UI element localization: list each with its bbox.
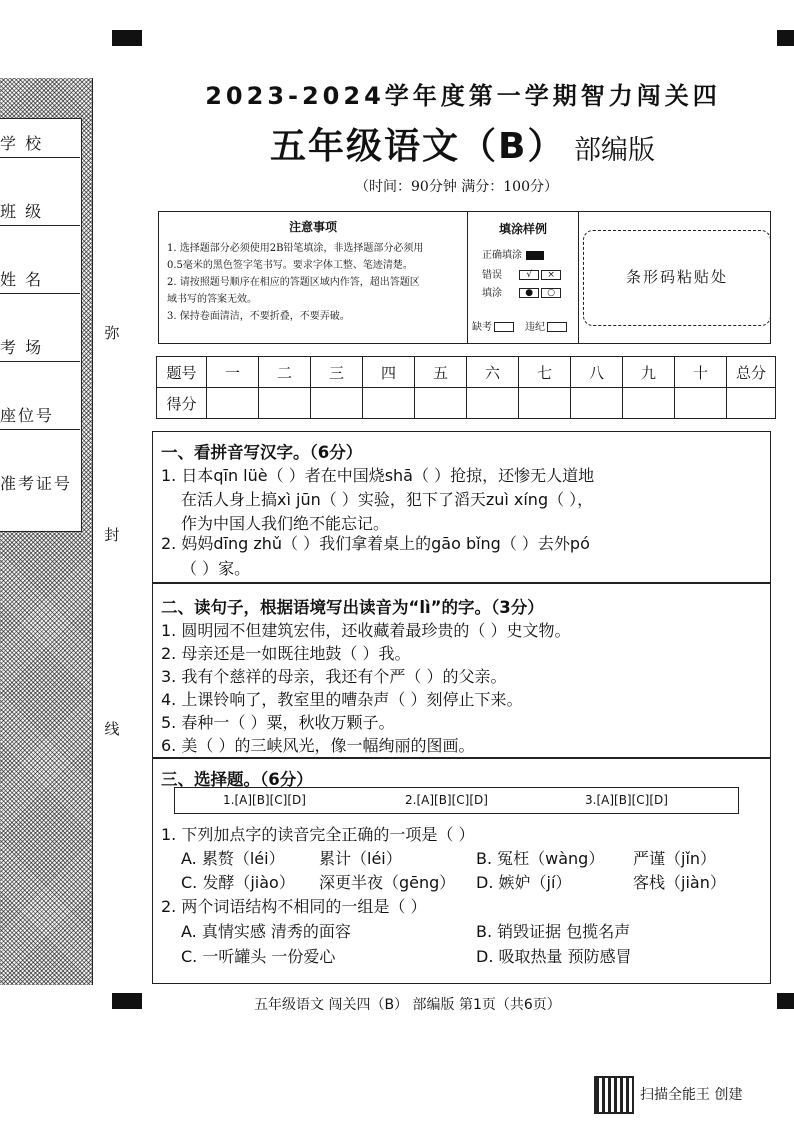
score-column-header: 一 [207,357,259,388]
absent-label: 缺考 [472,322,492,333]
score-column-header: 二 [259,357,311,388]
q1-option-b1: B. 冤枉（wàng） [476,849,605,868]
total-score-cell[interactable] [727,388,776,419]
violation-box [547,322,567,332]
choice-question-2: 2. 两个词语结构不相同的一组是（ ） [161,897,427,916]
school-field-line [0,157,80,158]
q1-option-b2: 严谨（jǐn） [633,849,717,868]
check-mark-sample: √ [519,270,539,280]
exam-series-title: 2023-2024学年度第一学期智力闯关四 [205,82,721,110]
edition-label: 部编版 [574,135,655,166]
student-info-panel [0,118,82,532]
seat-number-field-label: 座位号 [0,406,55,425]
section-1-line: 1. 日本qīn lüè（ ）者在中国烧shā（ ）抢掠，还惨无人道地 [161,466,595,485]
time-and-score-info: （时间：90分钟 满分：100分） [355,179,558,195]
exam-room-field-label: 考 场 [0,338,44,357]
section-2-line: 6. 美（ ）的三峡风光，像一幅绚丽的图画。 [161,736,475,755]
q1-option-d2: 客栈（jiàn） [633,873,726,892]
wrong-fill-label-2: 填涂 [482,288,502,299]
seal-char-2: 封 [104,526,120,544]
admission-number-field-label: 准考证号 [0,474,73,493]
wrong-fill-label-1: 错误 [482,270,502,281]
corner-marker-bottom-right [777,993,794,1009]
score-table [156,356,776,419]
score-cell[interactable] [623,388,675,419]
seal-char-1: 弥 [104,324,120,342]
section-2-line: 2. 母亲还是一如既往地鼓（ ）我。 [161,644,411,663]
score-column-header: 六 [467,357,519,388]
section-2-line: 5. 春种一（ ）粟，秋收万颗子。 [161,713,395,732]
seat-number-field-line [0,429,80,430]
corner-marker-bottom-left [112,993,142,1009]
score-column-header: 三 [311,357,363,388]
total-score-header: 总分 [727,357,776,388]
violation-mark [525,318,567,333]
absence-marks [472,318,514,333]
name-field-label: 姓 名 [0,270,44,289]
corner-marker-top-left [112,30,142,46]
barcode-sticker-area: 条形码粘贴处 [583,230,771,326]
scanner-watermark [594,1076,742,1114]
choice-question-1: 1. 下列加点字的读音完全正确的一项是（ ） [161,825,475,844]
q1-option-d1: D. 嫉妒（jí） [476,873,572,892]
section-1-title: 一、看拼音写汉字。（6分） [161,443,363,462]
filled-mark-sample [526,251,544,260]
q1-option-c1: C. 发酵（jiào） [181,873,295,892]
q1-option-a2: 累计（léi） [319,849,402,868]
score-column-header: 九 [623,357,675,388]
q1-option-a1: A. 累赘（léi） [181,849,285,868]
score-column-header: 七 [519,357,571,388]
question-number-header: 题号 [157,357,207,388]
correct-fill-example [482,246,544,261]
notice-box [158,211,771,344]
qr-code-icon [594,1076,634,1114]
score-cell[interactable] [415,388,467,419]
seal-char-3: 线 [104,720,120,738]
instruction-line: 3. 保持卷面清洁，不要折叠，不要弄破。 [167,311,350,322]
score-row-label: 得分 [157,388,207,419]
section-1-line: 在活人身上搞xì jūn（ ）实验，犯下了滔天zuì xíng（ ）， [181,490,594,509]
section-2-line: 4. 上课铃响了，教室里的嘈杂声（ ）刻停止下来。 [161,690,523,709]
score-cell[interactable] [519,388,571,419]
page-footer: 五年级语文 闯关四（B） 部编版 第1页（共6页） [254,997,561,1013]
instruction-line: 0.5毫米的黑色签字笔书写。要求字体工整、笔迹清楚。 [167,260,413,271]
answer-bubble-bar [174,787,739,814]
school-field-label: 学 校 [0,134,44,153]
section-1-line: （ ）家。 [181,559,251,578]
section-2-line: 1. 圆明园不但建筑宏伟，还收藏着最珍贵的（ ）史文物。 [161,621,571,640]
answer-bubbles-q2[interactable]: 2.[A][B][C][D] [405,793,488,807]
wrong-fill-example-1 [482,266,561,281]
instruction-line: 2. 请按照题号顺序在相应的答题区域内作答，超出答题区 [167,277,420,288]
score-cell[interactable] [311,388,363,419]
section-1-line: 2. 妈妈dīng zhǔ（ ）我们拿着桌上的gāo bǐng（ ）去外pó [161,534,590,553]
corner-marker-top-right [777,30,794,46]
score-cell[interactable] [675,388,727,419]
score-table-header-row [157,357,776,388]
exam-room-field-line [0,361,80,362]
score-cell[interactable] [259,388,311,419]
correct-fill-label: 正确填涂 [482,250,522,261]
wrong-fill-example-2 [482,284,561,299]
score-column-header: 四 [363,357,415,388]
answer-bubbles-q1[interactable]: 1.[A][B][C][D] [223,793,306,807]
score-cell[interactable] [571,388,623,419]
q2-option-a: A. 真情实感 清秀的面容 [181,922,351,941]
score-cell[interactable] [467,388,519,419]
q1-option-c2: 深更半夜（gēng） [319,873,456,892]
section-3-title: 三、选择题。（6分） [161,770,313,789]
absent-box [494,322,514,332]
score-cell[interactable] [363,388,415,419]
section-pinyin-to-characters [152,431,771,583]
violation-label: 违纪 [525,322,545,333]
class-field-label: 班 级 [0,202,44,221]
instructions-panel [159,212,468,343]
score-column-header: 五 [415,357,467,388]
circle-mark-sample: ○ [541,288,561,298]
q2-option-d: D. 吸取热量 预防感冒 [476,947,632,966]
scanner-label: 扫描全能王 创建 [640,1087,743,1103]
barcode-panel [525,212,769,343]
section-2-title: 二、读句子，根据语境写出读音为“lì”的字。（3分） [161,598,544,617]
q2-option-c: C. 一听罐头 一份爱心 [181,947,336,966]
fill-example-heading: 填涂样例 [498,222,547,236]
score-table-score-row [157,388,776,419]
score-cell[interactable] [207,388,259,419]
score-column-header: 十 [675,357,727,388]
answer-bubbles-q3[interactable]: 3.[A][B][C][D] [585,793,668,807]
name-field-line [0,293,80,294]
score-column-header: 八 [571,357,623,388]
section-2-line: 3. 我有个慈祥的母亲，我还有个严（ ）的父亲。 [161,667,507,686]
exam-subject-title: 五年级语文（B） [270,126,566,167]
class-field-line [0,225,80,226]
instruction-line: 1. 选择题部分必须使用2B铅笔填涂，非选择题部分必须用 [167,243,424,254]
instruction-line: 域书写的答案无效。 [167,294,257,305]
cross-mark-sample: × [541,270,561,280]
section-1-line: 作为中国人我们绝不能忘记。 [181,514,390,533]
instructions-heading: 注意事项 [288,220,337,234]
dot-mark-sample: ● [519,288,539,298]
q2-option-b: B. 销毁证据 包揽名声 [476,922,631,941]
section-li-characters [152,583,771,758]
